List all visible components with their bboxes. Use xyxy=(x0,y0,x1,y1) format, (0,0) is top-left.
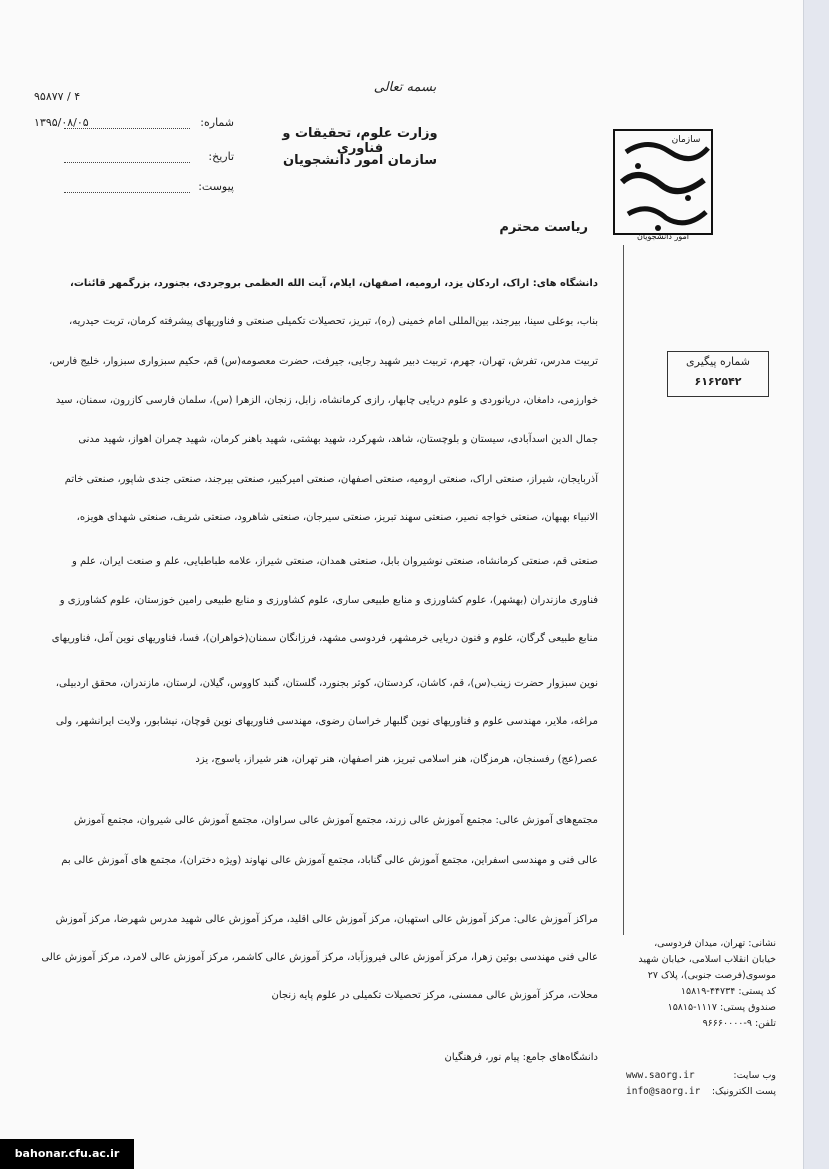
body-line: مراغه، ملایر، مهندسی علوم و فناوریهای نوین گلبهار خراسان رضوی، مهندسی فناوریهای نوین قوچان، نیشابور، ولایت ایرانشهر، ولی xyxy=(55,716,598,727)
tracking-box xyxy=(667,351,769,397)
body-line: مجتمع‌های آموزش عالی: مجتمع آموزش عالی زرند، مجتمع آموزش عالی سراوان، مجتمع آموزش عالی شیروان، مجتمع آموزش xyxy=(73,815,598,826)
date-label: تاریخ: xyxy=(208,150,234,163)
logo-text-bottom: امور دانشجویان xyxy=(636,232,690,241)
address-line: موسوی(فرصت جنوبی)، پلاک ۲۷ xyxy=(647,970,776,981)
source-watermark: bahonar.cfu.ac.ir xyxy=(0,1139,134,1169)
body-line: عالی فنی مهندسی بوئین زهرا، مرکز آموزش عالی فیروزآباد، مرکز آموزش عالی کاشمر، مرکز آموزش عالی لامرد، مرکز آموزش عالی xyxy=(41,952,598,963)
attachment-label: پیوست: xyxy=(198,180,234,193)
organization-logo xyxy=(608,122,718,242)
body-line: آذربایجان، شیراز، صنعتی اراک، صنعتی ارومیه، صنعتی اصفهان، صنعتی امیرکبیر، صنعتی بیرجند، صنعتی جندی شاپور، صنعتی خاتم xyxy=(64,474,598,485)
body-line: جمال الدین اسدآبادی، سیستان و بلوچستان، شاهد، شهرکرد، شهید بهشتی، شهید باهنر کرمان، شهید چمران اهواز، شهید مدنی xyxy=(78,434,598,445)
body-line: دانشگاه های: اراک، اردکان یزد، ارومیه، اصفهان، ایلام، آیت الله العظمی بروجردی، بجنورد، بزرگمهر قائنات، xyxy=(70,278,598,289)
date-number-row xyxy=(34,116,234,132)
body-line: دانشگاه‌های جامع: پیام نور، فرهنگیان xyxy=(444,1052,598,1063)
body-line: نوین سبزوار حضرت زینب(س)، قم، کاشان، کردستان، کوثر بجنورد، گلستان، گنبد کاووس، گیلان، لرستان، مازندران، محقق اردبیلی، xyxy=(55,678,598,689)
body-line: محلات، مرکز آموزش عالی ممسنی، مرکز تحصیلات تکمیلی در علوم پایه زنجان xyxy=(271,990,598,1001)
body-line: الانبیاء بهبهان، صنعتی خواجه نصیر، صنعتی سهند تبریز، صنعتی سیرجان، صنعتی شاهرود، صنعتی شریف، صنعتی شهدای هویزه، xyxy=(76,512,598,523)
email-value[interactable]: info@saorg.ir xyxy=(626,1086,701,1097)
email-label: پست الکترونیک: xyxy=(711,1086,776,1097)
address-line: تلفن: ۹-۹۶۶۶۰۰۰۰ xyxy=(702,1018,776,1029)
date-row xyxy=(34,150,234,166)
body-line: فناوری مازندران (بهشهر)، علوم کشاورزی و منابع طبیعی ساری، علوم کشاورزی و منابع طبیعی رامین خوزستان، علوم کشاورزی و xyxy=(59,595,598,606)
tracking-label: شماره پیگیری xyxy=(686,355,750,368)
website-value[interactable]: www.saorg.ir xyxy=(626,1070,695,1081)
address-line: کد پستی: ۴۴۷۳۴-۱۵۸۱۹ xyxy=(680,986,776,997)
body-line: مراکز آموزش عالی: مرکز آموزش عالی استهبان، مرکز آموزش عالی اقلید، مرکز آموزش عالی شهید مدرس شهرضا، مرکز آموزش xyxy=(55,914,598,925)
body-line: تربیت مدرس، تفرش، تهران، جهرم، تربیت دبیر شهید رجایی، جیرفت، حضرت معصومه(س) قم، حکیم سبزواری سبزوار، خلیج فارس، xyxy=(49,356,598,367)
body-line: منابع طبیعی گرگان، علوم و فنون دریایی خرمشهر، فردوسی مشهد، فرزانگان سمنان(خواهران)، فسا، فناوریهای نوین آمل، فناوریهای xyxy=(51,633,598,644)
date-value: ۱۳۹۵/۰۸/۰۵ xyxy=(34,116,89,129)
body-line: صنعتی قم، صنعتی کرمانشاه، صنعتی نوشیروان بابل، صنعتی همدان، صنعتی شیراز، علامه طباطبایی، علم و صنعت ایران، علم و xyxy=(72,556,598,567)
number-row xyxy=(34,90,234,106)
tracking-value: ۶۱۶۲۵۴۲ xyxy=(694,375,742,388)
ministry-title: وزارت علوم، تحقیقات و فناوری xyxy=(282,126,438,156)
address-line: خیابان انقلاب اسلامی، خیابان شهید xyxy=(638,954,776,965)
salutation: ریاست محترم xyxy=(499,220,588,235)
email-row xyxy=(626,1086,776,1097)
address-line: صندوق پستی: ۱۱۱۷-۱۵۸۱۵ xyxy=(667,1002,776,1013)
body-line: بناب، بوعلی سینا، بیرجند، بین‌المللی امام خمینی (ره)، تبریز، تحصیلات تکمیلی صنعتی و فناوریهای پیشرفته کرمان، تربت حیدریه، xyxy=(69,316,598,327)
number-label: شماره: xyxy=(200,116,234,129)
logo-text-top: سازمان xyxy=(671,135,701,145)
body-line: عالی فنی و مهندسی اسفراین، مجتمع آموزش عالی گناباد، مجتمع آموزش عالی نهاوند (ویژه دختران)، مجتمع های آموزش عالی بم xyxy=(61,855,598,866)
address-line: نشانی: تهران، میدان فردوسی، xyxy=(654,938,776,949)
body-line: عصر(عج) رفسنجان، هرمزگان، هنر اسلامی تبریز، هنر اصفهان، هنر تهران، هنر شیراز، یاسوج، یزد xyxy=(195,754,598,765)
attachment-row xyxy=(34,180,234,196)
margin-divider xyxy=(623,245,624,935)
website-label: وب سایت: xyxy=(733,1070,776,1081)
website-row xyxy=(626,1070,776,1081)
page-edge xyxy=(803,0,829,1169)
organization-title: سازمان امور دانشجویان xyxy=(283,153,437,168)
body-line: خوارزمی، دامغان، دریانوردی و علوم دریایی چابهار، رازی کرمانشاه، زابل، زنجان، الزهرا (س)، سلمان فارسی کازرون، سمنان، سید xyxy=(55,395,598,406)
number-value: ۴ / ۹۵۸۷۷ xyxy=(34,90,81,103)
letterhead-motto: بسمه تعالی xyxy=(373,80,437,95)
